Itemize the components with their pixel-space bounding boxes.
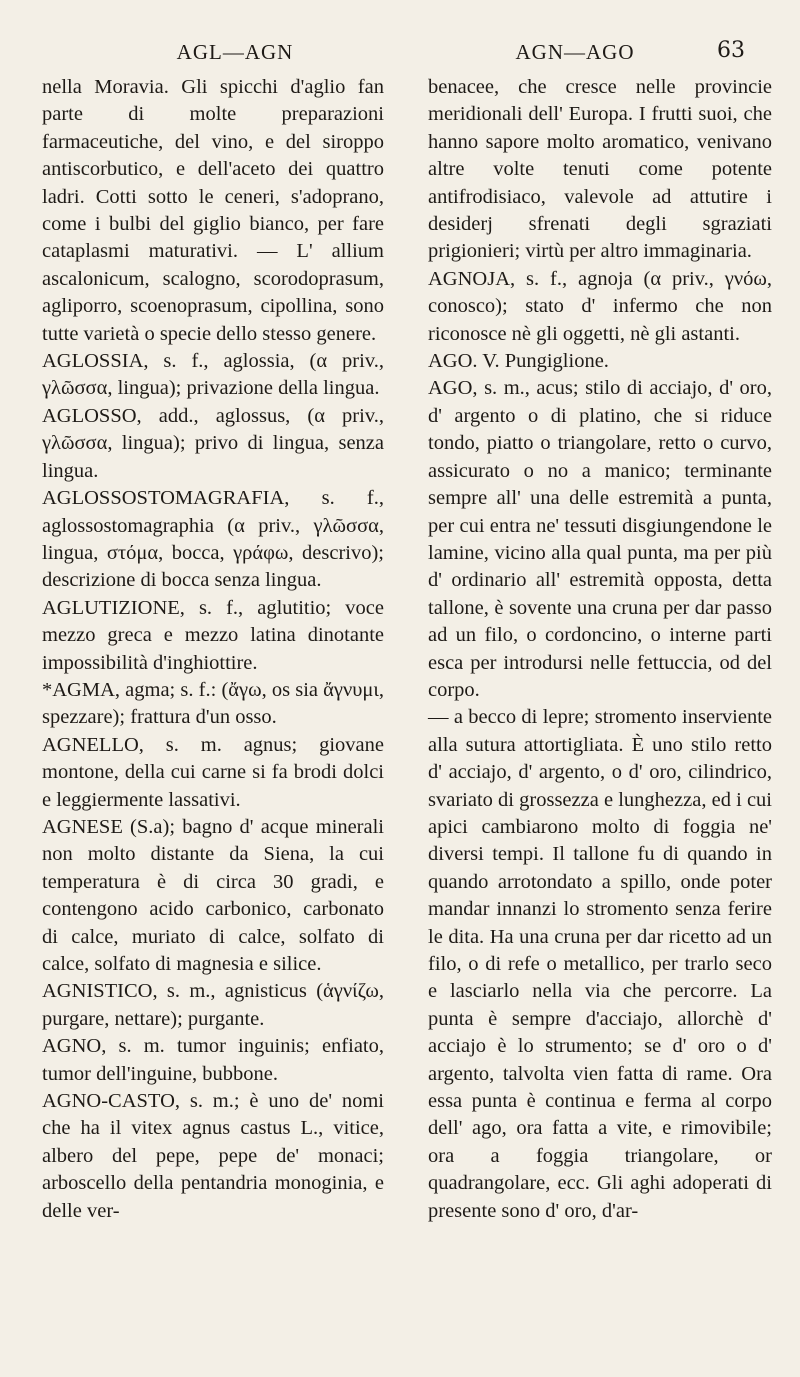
left-column	[42, 74, 384, 1225]
entry-aglosso: AGLOSSO, add., aglossus, (α priv., γλῶσσα, lingua); privo di lingua, senza lingua.	[42, 404, 384, 482]
entry-aglio-continued: nella Moravia. Gli spicchi d'aglio fan parte di molte preparazioni farmaceutiche, del vino, e del siroppo antiscorbutico, e dell'aceto dei quattro ladri. Cotti sotto le ceneri, s'adoprano, come i bulbi del giglio bianco, per fare cataplasmi maturativi. — L' allium ascalonicum, scalogno, scorodoprasum, agliporro, scoenoprasum, cipollina, sono tutte varietà o specie dello stesso genere.	[42, 76, 384, 345]
entry-agnistico: AGNISTICO, s. m., agnisticus (ἁγνίζω, purgare, nettare); purgante.	[42, 980, 384, 1030]
entry-aglossia: AGLOSSIA, s. f., aglossia, (α priv., γλῶσσα, lingua); privazione della lingua.	[42, 350, 384, 400]
entry-agno-casto: AGNO-CASTO, s. m.; è uno de' nomi che ha il vitex agnus castus L., vitice, albero del pepe, pepe de' monaci; arboscello della pentandria monoginia, e delle ver-	[42, 1090, 384, 1222]
entry-ago: AGO, s. m., acus; stilo di acciajo, d' oro, d' argento o di platino, che si riduce tondo, piatto o triangolare, retto o curvo, assicurato o no a manico; terminante sempre all' una delle estremità a punta, per cui entra ne' tessuti disgiungendone le lamine, vicino alla qual punta, ma per più d' ordinario all' estremità opposta, detta tallone, è sovente una cruna per dar passo ad un filo, o cordoncino, o interne parti esca per introdursi nelle fettuccia, od del corpo.	[428, 377, 772, 701]
left-running-head: AGL—AGN	[176, 40, 294, 64]
entry-ago-becco-di-lepre: — a becco di lepre; stromento inserviente alla sutura attortigliata. È uno stilo retto d' acciajo, d' argento, o d' oro, cilindrico, svariato di grossezza e lunghezza, ed i cui apici cambiarono molto di foggia ne' diversi tempi. Il tallone fu di quando in quando arrotondato a spillo, onde poter mandar innanzi lo stromento senza ferire le dita. Ha una cruna per dar ricetto ad un filo, o di refe o metallico, per trarlo seco e lasciarlo nella via che percorre. La punta è sempre d'acciajo, allorchè d' acciajo è lo strumento; se d' oro o d' argento, talvolta vien fatta di rame. Ora essa punta è continua e ferma al corpo dell' ago, ora fatta a vite, e rimovibile; ora a foggia triangolare, or quadrangolare, ecc. Gli aghi adoperati di presente sono d' oro, d'ar-	[428, 706, 772, 1222]
right-running-head: AGN—AGO	[515, 40, 635, 64]
entry-agnese: AGNESE (S.a); bagno d' acque minerali non molto distante da Siena, la cui temperatura è di circa 30 gradi, e contengono acido carbonico, carbonato di calce, muriato di calce, solfato di calce, solfato di magnesia e silice.	[42, 815, 384, 975]
entry-agnello: AGNELLO, s. m. agnus; giovane montone, della cui carne si fa brodi dolci e leggiermente lassativi.	[42, 733, 384, 811]
entry-agnoja: AGNOJA, s. f., agnoja (α priv., γνόω, conosco); stato d' infermo che non riconosce nè gli oggetti, nè gli astanti.	[428, 267, 772, 345]
right-column	[428, 74, 772, 1225]
entry-ago-crossref: AGO. V. Pungiglione.	[428, 350, 609, 373]
page-number: 63	[717, 38, 745, 63]
entry-aglossostomagrafia: AGLOSSOSTOMAGRAFIA, s. f., aglossostomagraphia (α priv., γλῶσσα, lingua, στόμα, bocca, γράφω, descrivo); descrizione di bocca senza lingua.	[42, 487, 384, 592]
entry-agma: *AGMA, agma; s. f.: (ἄγω, os sia ἄγνυμι, spezzare); frattura d'un osso.	[42, 678, 384, 729]
entry-aglutizione: AGLUTIZIONE, s. f., aglutitio; voce mezzo greca e mezzo latina dinotante impossibilità d'inghiottire.	[42, 596, 384, 674]
entry-agno: AGNO, s. m. tumor inguinis; enfiato, tumor dell'inguine, bubbone.	[42, 1035, 384, 1085]
entry-agno-casto-continued: benacee, che cresce nelle provincie meridionali dell' Europa. I frutti suoi, che hanno sapore molto aromatico, venivano altre volte tenuti come potente antifrodisiaco, valevole ad attutire i desiderj sfrenati degli sgraziati prigionieri; virtù per altro immaginaria.	[428, 76, 772, 263]
